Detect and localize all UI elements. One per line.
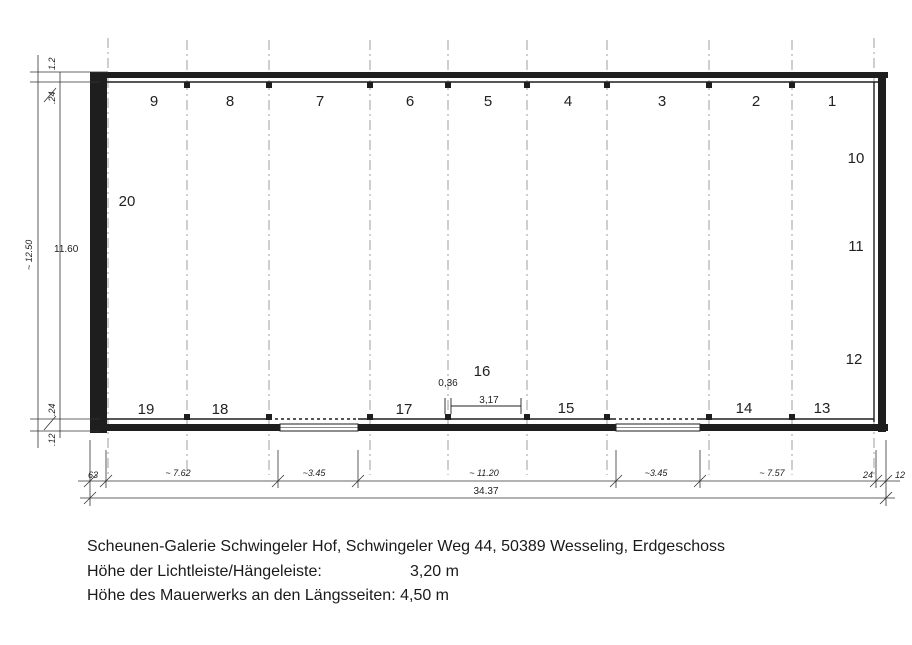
segment-label: 17 bbox=[395, 401, 413, 418]
segment-label: 15 bbox=[557, 400, 575, 417]
caption-row-light-rail bbox=[87, 563, 459, 581]
bottom-dim-label: ~3.45 bbox=[302, 468, 326, 478]
bottom-wall-mid bbox=[358, 424, 616, 431]
caption-value: 4,50 m bbox=[400, 587, 450, 604]
caption-title: Scheunen-Galerie Schwingeler Hof, Schwingeler Weg 44, 50389 Wesseling, Erdgeschoss bbox=[87, 538, 725, 555]
segment-label: 13 bbox=[813, 400, 831, 417]
segment-label: 19 bbox=[137, 401, 155, 418]
segment-label: 20 bbox=[118, 193, 136, 210]
left-height-label: 11.60 bbox=[54, 244, 79, 255]
bottom-dim-label: 12 bbox=[894, 470, 906, 480]
top-wall bbox=[90, 72, 888, 78]
left-small-label: .24 bbox=[47, 403, 57, 416]
left-small-label: .24 bbox=[47, 91, 57, 104]
segment-label: 12 bbox=[845, 351, 863, 368]
bottom-dim-label: ~ 7.57 bbox=[759, 468, 785, 478]
segment-label: 6 bbox=[405, 93, 415, 110]
bottom-dim-label: 63 bbox=[87, 470, 99, 480]
caption-row-masonry bbox=[87, 587, 449, 605]
bottom-dim-label: ~ 11.20 bbox=[469, 468, 499, 478]
caption-label: Höhe des Mauerwerks an den Längsseiten: bbox=[87, 587, 396, 604]
caption-value: 3,20 m bbox=[410, 563, 459, 580]
bottom-dim-label: ~ 7.62 bbox=[165, 468, 191, 478]
caption-label: Höhe der Lichtleiste/Hängeleiste: bbox=[87, 563, 322, 580]
left-outer-label: ~ 12.50 bbox=[24, 239, 34, 270]
bottom-dim-label: ~3.45 bbox=[644, 468, 668, 478]
left-small-label: .12 bbox=[47, 433, 57, 446]
door-width-label: 0,36 bbox=[438, 378, 458, 389]
segment-label: 11 bbox=[848, 238, 864, 255]
wall-segment-labels bbox=[119, 93, 865, 418]
segment-label: 18 bbox=[211, 401, 229, 418]
segment-label: 7 bbox=[315, 93, 325, 110]
right-wall bbox=[878, 72, 886, 432]
segment-label: 14 bbox=[735, 400, 753, 417]
segment-label: 3 bbox=[657, 93, 667, 110]
bottom-wall-left bbox=[90, 424, 280, 431]
total-length-label: 34.37 bbox=[473, 486, 499, 497]
segment-label: 9 bbox=[149, 93, 159, 110]
segment-label: 10 bbox=[847, 150, 865, 167]
segment-label: 4 bbox=[563, 93, 573, 110]
left-wall bbox=[90, 75, 107, 433]
segment-label: 1 bbox=[827, 93, 837, 110]
segment-label: 8 bbox=[225, 93, 235, 110]
segment-label: 5 bbox=[483, 93, 493, 110]
bottom-wall-right bbox=[700, 424, 888, 431]
segment-label: 2 bbox=[751, 93, 761, 110]
left-small-label: 1.2 bbox=[47, 57, 57, 70]
bottom-dim-label: 24 bbox=[862, 470, 874, 480]
segment-label: 16 bbox=[473, 363, 491, 380]
panel-width-label: 3,17 bbox=[479, 395, 499, 406]
